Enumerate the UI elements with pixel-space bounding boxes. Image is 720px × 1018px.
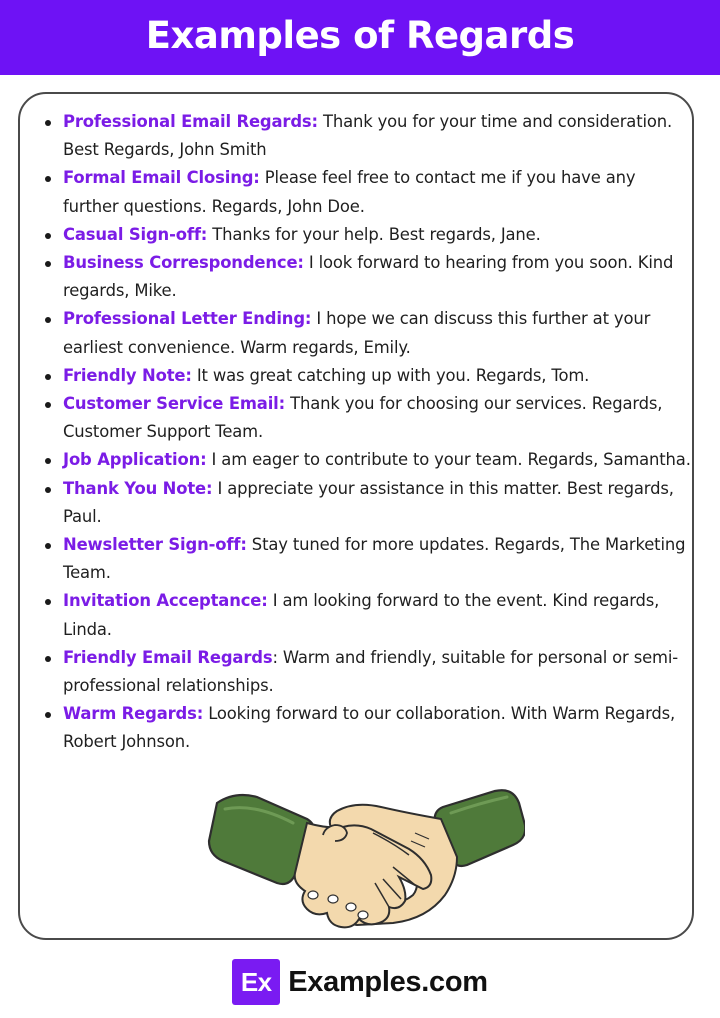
item-term: Formal Email Closing: [63, 168, 260, 188]
list-item [63, 390, 693, 446]
bullet-icon [45, 120, 51, 126]
item-text: Thanks for your help. Best regards, Jane. [207, 224, 541, 244]
bullet-icon [45, 656, 51, 662]
item-text: Thank you for your time and consideration. Best Regards, John Smith [63, 112, 673, 160]
item-text: I hope we can discuss this further at your earliest convenience. Warm regards, Emily. [63, 309, 651, 357]
bullet-icon [45, 317, 51, 323]
bullet-icon [45, 402, 51, 408]
item-text: I am eager to contribute to your team. Regards, Samantha. [206, 450, 691, 470]
bullet-icon [45, 712, 51, 718]
item-text: It was great catching up with you. Regards, Tom. [191, 365, 590, 385]
bullet-icon [45, 487, 51, 493]
brand-name: Examples.com [288, 965, 488, 998]
list-item [63, 587, 693, 643]
bullet-icon [45, 599, 51, 605]
bullet-icon [45, 261, 51, 267]
item-term: Invitation Acceptance: [63, 591, 268, 611]
item-text: Please feel free to contact me if you have any further questions. Regards, John Doe. [63, 168, 636, 216]
item-term: Job Application: [63, 450, 207, 470]
item-text: Stay tuned for more updates. Regards, The Marketing Team. [63, 535, 686, 583]
list-item [63, 221, 693, 249]
list-item [63, 700, 693, 756]
list-item [63, 108, 693, 164]
footer-brand [0, 952, 720, 1012]
item-text: I appreciate your assistance in this matter. Best regards, Paul. [63, 478, 674, 526]
bullet-icon [45, 543, 51, 549]
item-term: Casual Sign-off: [63, 224, 208, 244]
list-item [63, 362, 693, 390]
list-item [63, 305, 693, 361]
list-item [63, 531, 693, 587]
list-item [63, 475, 693, 531]
bullet-icon [45, 374, 51, 380]
list-item [63, 249, 693, 305]
list-item [63, 164, 693, 220]
item-term: Customer Service Email: [63, 394, 286, 414]
bullet-icon [45, 458, 51, 464]
item-term: Newsletter Sign-off: [63, 535, 247, 555]
item-term: Business Correspondence: [63, 253, 304, 273]
item-term: Warm Regards: [63, 704, 204, 724]
item-term: Professional Letter Ending: [63, 309, 312, 329]
page-title: Examples of Regards [145, 14, 575, 57]
handshake-icon [195, 783, 525, 933]
item-text: : Warm and friendly, suitable for personal or semi-professional relationships. [63, 647, 679, 696]
item-text: Looking forward to our collaboration. With Warm Regards, Robert Johnson. [63, 704, 676, 752]
item-text: Thank you for choosing our services. Regards, Customer Support Team. [63, 394, 663, 442]
bullet-icon [45, 176, 51, 182]
item-text: I look forward to hearing from you soon. Kind regards, Mike. [63, 253, 674, 301]
title-banner [0, 0, 720, 75]
brand-logo: Ex [232, 959, 280, 1005]
item-term: Thank You Note: [63, 478, 213, 498]
item-term: Professional Email Regards: [63, 112, 318, 131]
item-term: Friendly Email Regards [63, 647, 273, 667]
bullet-icon [45, 233, 51, 239]
list-item [63, 446, 693, 474]
examples-list [20, 108, 693, 757]
item-text: I am looking forward to the event. Kind regards, Linda. [63, 591, 660, 639]
item-term: Friendly Note: [63, 365, 192, 385]
list-item [63, 644, 693, 700]
